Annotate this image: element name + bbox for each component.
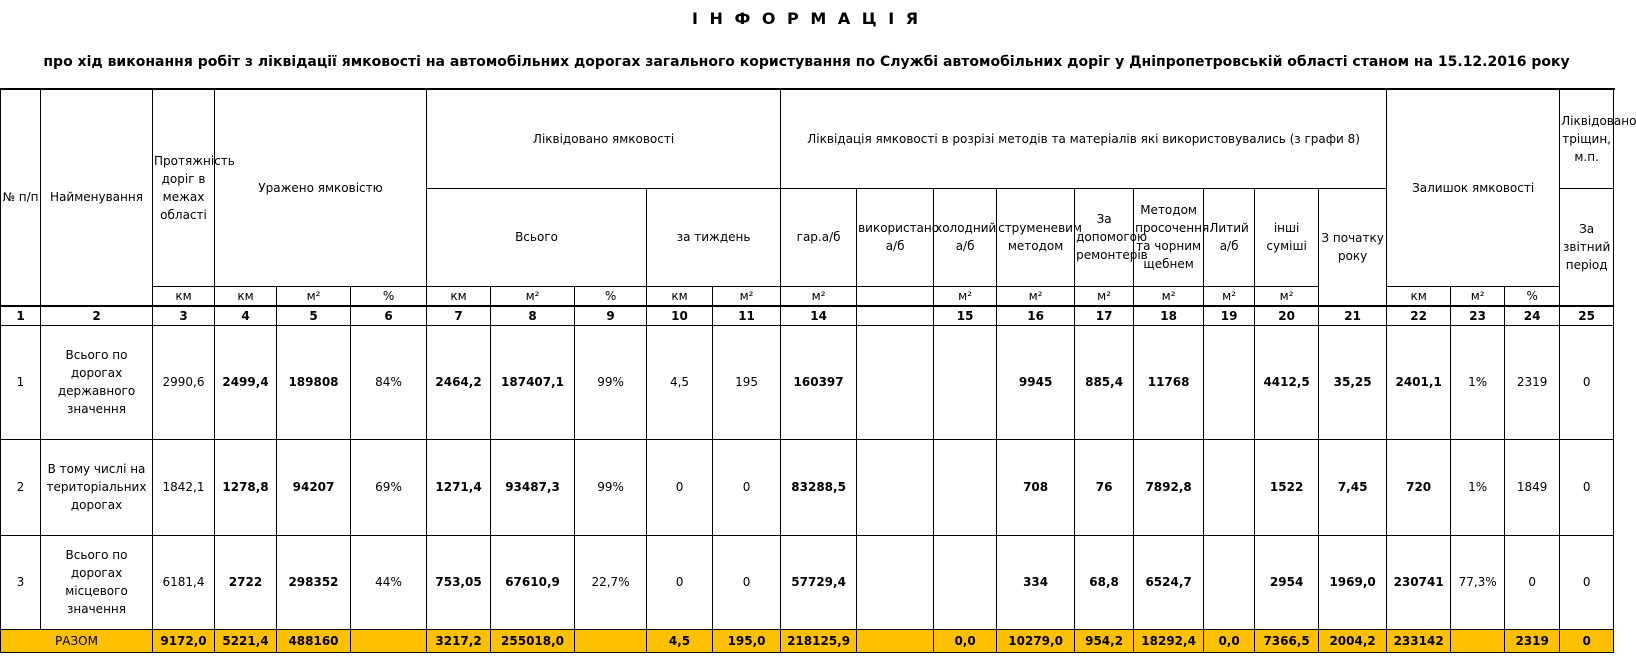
cell-c22: 2401,1 xyxy=(1387,325,1451,439)
cell-c14b xyxy=(857,535,934,629)
unit-cell: м² xyxy=(1075,286,1134,306)
cell-name: Всього по дорогах місцевого значення xyxy=(41,535,153,629)
total-c4: 5221,4 xyxy=(215,629,277,652)
cell-c8: 187407,1 xyxy=(491,325,575,439)
column-number: 22 xyxy=(1387,306,1451,326)
cell-c14b xyxy=(857,325,934,439)
unit-cell: км xyxy=(647,286,713,306)
header-method-impregnation: Методом просочення та чорним щебнем xyxy=(1134,188,1204,286)
column-number: 4 xyxy=(215,306,277,326)
cell-c23: 1% xyxy=(1451,439,1505,535)
cell-c16: 334 xyxy=(997,535,1075,629)
cell-c21: 35,25 xyxy=(1319,325,1387,439)
unit-cell: м² xyxy=(1451,286,1505,306)
total-c15: 0,0 xyxy=(934,629,997,652)
unit-cell: км xyxy=(153,286,215,306)
cell-c4: 2722 xyxy=(215,535,277,629)
column-number: 14 xyxy=(781,306,857,326)
column-number: 18 xyxy=(1134,306,1204,326)
cell-c24: 0 xyxy=(1505,535,1560,629)
cell-c25: 0 xyxy=(1560,535,1614,629)
header-cracks-period: За звітний період xyxy=(1560,188,1614,306)
header-method-cold: холодний а/б xyxy=(934,188,997,286)
cell-c14: 57729,4 xyxy=(781,535,857,629)
column-number: 20 xyxy=(1255,306,1319,326)
cell-c15 xyxy=(934,535,997,629)
cell-c10: 0 xyxy=(647,439,713,535)
total-c9 xyxy=(575,629,647,652)
report-table xyxy=(0,88,1636,653)
total-c10: 4,5 xyxy=(647,629,713,652)
header-method-used: використано а/б xyxy=(857,188,934,286)
column-number: 9 xyxy=(575,306,647,326)
total-c7: 3217,2 xyxy=(427,629,491,652)
cell-c4: 2499,4 xyxy=(215,325,277,439)
document-title: І Н Ф О Р М А Ц І Я xyxy=(691,8,922,28)
header-total-all: Всього xyxy=(427,188,647,286)
cell-c24: 1849 xyxy=(1505,439,1560,535)
header-method-other: інші суміші xyxy=(1255,188,1319,286)
cell-c14: 160397 xyxy=(781,325,857,439)
column-number: 8 xyxy=(491,306,575,326)
cell-c4: 1278,8 xyxy=(215,439,277,535)
cell-c22: 230741 xyxy=(1387,535,1451,629)
unit-cell: м² xyxy=(1204,286,1255,306)
unit-cell: м² xyxy=(934,286,997,306)
cell-c10: 0 xyxy=(647,535,713,629)
unit-cell: м² xyxy=(997,286,1075,306)
table-row xyxy=(1,535,1614,629)
column-number: 6 xyxy=(351,306,427,326)
unit-cell: м² xyxy=(713,286,781,306)
unit-cell xyxy=(857,286,934,306)
total-c5: 488160 xyxy=(277,629,351,652)
cell-c19 xyxy=(1204,325,1255,439)
total-c24: 2319 xyxy=(1505,629,1560,652)
column-number: 23 xyxy=(1451,306,1505,326)
cell-c7: 1271,4 xyxy=(427,439,491,535)
cell-c14b xyxy=(857,439,934,535)
total-label: РАЗОМ xyxy=(1,629,153,652)
cell-c3: 2990,6 xyxy=(153,325,215,439)
total-c22: 233142 xyxy=(1387,629,1451,652)
cell-c23: 77,3% xyxy=(1451,535,1505,629)
column-number: 24 xyxy=(1505,306,1560,326)
header-cracks-start: З початку року xyxy=(1319,188,1387,306)
cell-c15 xyxy=(934,325,997,439)
total-c8: 255018,0 xyxy=(491,629,575,652)
header-method-hot: гар.а/б xyxy=(781,188,857,286)
cell-c6: 44% xyxy=(351,535,427,629)
header-remaining: Залишок ямковості xyxy=(1387,89,1560,286)
header-name: Найменування xyxy=(41,89,153,306)
unit-cell: % xyxy=(575,286,647,306)
cell-c11: 195 xyxy=(713,325,781,439)
cell-name: В тому числі на територіальних дорогах xyxy=(41,439,153,535)
unit-cell: км xyxy=(427,286,491,306)
cell-c25: 0 xyxy=(1560,439,1614,535)
total-c19: 0,0 xyxy=(1204,629,1255,652)
header-method-cast: Литий а/б xyxy=(1204,188,1255,286)
column-number: 1 xyxy=(1,306,41,326)
cell-name: Всього по дорогах державного значення xyxy=(41,325,153,439)
cell-no: 2 xyxy=(1,439,41,535)
total-c6 xyxy=(351,629,427,652)
cell-c20: 1522 xyxy=(1255,439,1319,535)
cell-c8: 93487,3 xyxy=(491,439,575,535)
header-liquidated: Ліквідовано ямковості xyxy=(427,89,781,188)
cell-c23: 1% xyxy=(1451,325,1505,439)
cell-no: 1 xyxy=(1,325,41,439)
cell-c19 xyxy=(1204,439,1255,535)
total-c23 xyxy=(1451,629,1505,652)
cell-c5: 94207 xyxy=(277,439,351,535)
cell-c16: 9945 xyxy=(997,325,1075,439)
unit-cell: % xyxy=(351,286,427,306)
unit-cell: % xyxy=(1505,286,1560,306)
header-methods: Ліквідація ямковості в розрізі методів та матеріалів які використовувались (з графи 8) xyxy=(781,89,1387,188)
column-number: 10 xyxy=(647,306,713,326)
cell-c5: 189808 xyxy=(277,325,351,439)
header-no: № п/п xyxy=(1,89,41,306)
header-length: Протяжність доріг в межах області xyxy=(153,89,215,286)
cell-c22: 720 xyxy=(1387,439,1451,535)
cell-c19 xyxy=(1204,535,1255,629)
cell-c11: 0 xyxy=(713,439,781,535)
total-c14: 218125,9 xyxy=(781,629,857,652)
column-number: 7 xyxy=(427,306,491,326)
table-row xyxy=(1,439,1614,535)
column-number: 3 xyxy=(153,306,215,326)
cell-c3: 6181,4 xyxy=(153,535,215,629)
header-method-repairers: За допомогою ремонтерів xyxy=(1075,188,1134,286)
cell-c7: 2464,2 xyxy=(427,325,491,439)
cell-c14: 83288,5 xyxy=(781,439,857,535)
header-affected: Уражено ямковістю xyxy=(215,89,427,286)
table-row xyxy=(1,325,1614,439)
cell-c5: 298352 xyxy=(277,535,351,629)
unit-cell: м² xyxy=(781,286,857,306)
column-number: 21 xyxy=(1319,306,1387,326)
column-number: 2 xyxy=(41,306,153,326)
cell-c9: 22,7% xyxy=(575,535,647,629)
unit-cell: м² xyxy=(491,286,575,306)
total-c11: 195,0 xyxy=(713,629,781,652)
cell-c3: 1842,1 xyxy=(153,439,215,535)
total-c20: 7366,5 xyxy=(1255,629,1319,652)
cell-c16: 708 xyxy=(997,439,1075,535)
cell-c17: 68,8 xyxy=(1075,535,1134,629)
total-c18: 18292,4 xyxy=(1134,629,1204,652)
column-number: 11 xyxy=(713,306,781,326)
cell-c6: 69% xyxy=(351,439,427,535)
header-per-week: за тиждень xyxy=(647,188,781,286)
unit-cell: м² xyxy=(1134,286,1204,306)
total-c17: 954,2 xyxy=(1075,629,1134,652)
total-c16: 10279,0 xyxy=(997,629,1075,652)
cell-c18: 6524,7 xyxy=(1134,535,1204,629)
unit-cell: км xyxy=(1387,286,1451,306)
unit-cell: м² xyxy=(1255,286,1319,306)
column-number: 5 xyxy=(277,306,351,326)
cell-c18: 7892,8 xyxy=(1134,439,1204,535)
cell-c10: 4,5 xyxy=(647,325,713,439)
cell-c25: 0 xyxy=(1560,325,1614,439)
total-c14b xyxy=(857,629,934,652)
cell-c15 xyxy=(934,439,997,535)
total-c25: 0 xyxy=(1560,629,1614,652)
cell-c11: 0 xyxy=(713,535,781,629)
total-c3: 9172,0 xyxy=(153,629,215,652)
unit-cell: км xyxy=(215,286,277,306)
cell-c24: 2319 xyxy=(1505,325,1560,439)
unit-cell: м² xyxy=(277,286,351,306)
cell-c17: 885,4 xyxy=(1075,325,1134,439)
cell-c9: 99% xyxy=(575,325,647,439)
total-row xyxy=(1,629,1614,652)
cell-c8: 67610,9 xyxy=(491,535,575,629)
column-number: 17 xyxy=(1075,306,1134,326)
cell-c21: 1969,0 xyxy=(1319,535,1387,629)
document-subtitle: про хід виконання робіт з ліквідації ямковості на автомобільних дорогах загального користування по Службі автомобільних доріг у Дніпропетровській області станом на 15.12.2016 року xyxy=(43,54,1570,70)
cell-c17: 76 xyxy=(1075,439,1134,535)
cell-c6: 84% xyxy=(351,325,427,439)
column-number: 15 xyxy=(934,306,997,326)
header-method-jet: струменевим методом xyxy=(997,188,1075,286)
cell-c7: 753,05 xyxy=(427,535,491,629)
column-number xyxy=(857,306,934,326)
cell-c21: 7,45 xyxy=(1319,439,1387,535)
column-number: 25 xyxy=(1560,306,1614,326)
cell-c18: 11768 xyxy=(1134,325,1204,439)
cell-no: 3 xyxy=(1,535,41,629)
column-number: 16 xyxy=(997,306,1075,326)
cell-c20: 2954 xyxy=(1255,535,1319,629)
cell-c9: 99% xyxy=(575,439,647,535)
header-cracks: Ліквідовано тріщин, м.п. xyxy=(1560,89,1614,188)
cell-c20: 4412,5 xyxy=(1255,325,1319,439)
total-c21: 2004,2 xyxy=(1319,629,1387,652)
column-number: 19 xyxy=(1204,306,1255,326)
